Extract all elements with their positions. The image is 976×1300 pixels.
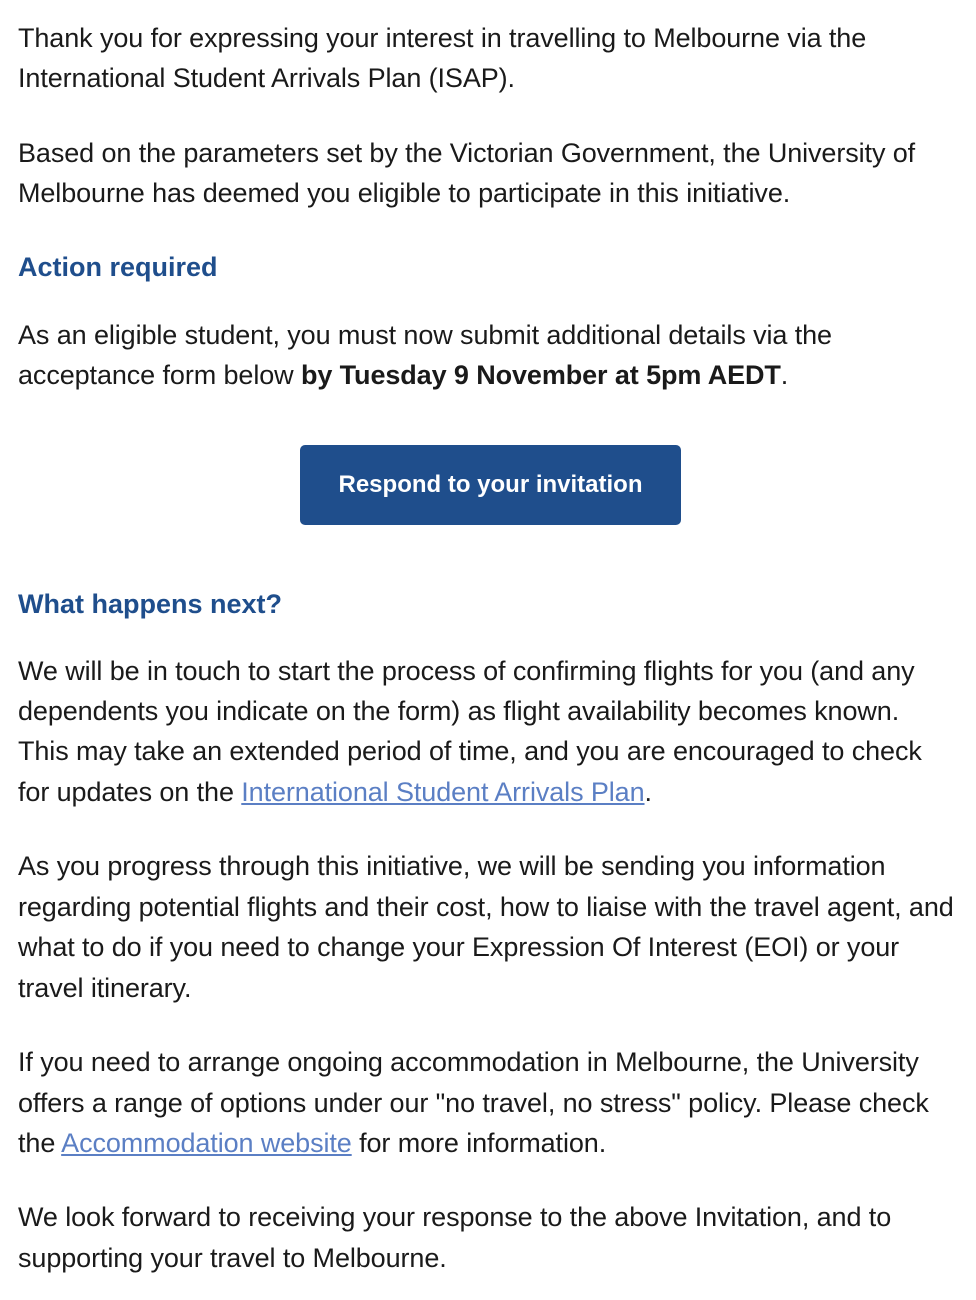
next-p3-line-3-suffix: for more information.	[351, 1128, 607, 1158]
next-p1-line-4-prefix: for updates on the	[18, 777, 242, 807]
action-required-heading: Action required	[18, 252, 218, 282]
next-p1-line-4-suffix: .	[644, 777, 652, 807]
accommodation-link[interactable]: Accommodation website	[61, 1128, 352, 1158]
next-p3-line-2: offers a range of options under our "no travel, no stress" policy. Please check	[18, 1088, 929, 1118]
respond-invitation-button[interactable]: Respond to your invitation	[300, 445, 681, 525]
closing-line-1: We look forward to receiving your response to the above Invitation, and to	[18, 1202, 892, 1232]
next-p3-line-1: If you need to arrange ongoing accommodation in Melbourne, the University	[18, 1047, 919, 1077]
what-happens-next-heading: What happens next?	[18, 589, 283, 619]
closing-line-2: supporting your travel to Melbourne.	[18, 1243, 447, 1273]
next-p2-line-3: what to do if you need to change your Expression Of Interest (EOI) or your	[18, 932, 900, 962]
eligibility-line-1: Based on the parameters set by the Victorian Government, the University of	[18, 138, 916, 168]
eligibility-line-2: Melbourne has deemed you eligible to participate in this initiative.	[18, 178, 791, 208]
next-p3-line-3-prefix: the	[18, 1128, 62, 1158]
next-p1-line-3: This may take an extended period of time, and you are encouraged to check	[18, 736, 922, 766]
action-line-2	[18, 355, 788, 395]
intro-line-2: International Student Arrivals Plan (ISAP).	[18, 63, 515, 93]
deadline-text: by Tuesday 9 November at 5pm AEDT	[300, 360, 781, 390]
action-line-1: As an eligible student, you must now submit additional details via the	[18, 320, 832, 350]
next-p1-line-4	[18, 772, 652, 812]
action-line-2-prefix: acceptance form below	[18, 360, 301, 390]
next-p1-line-1: We will be in touch to start the process of confirming flights for you (and any	[18, 656, 915, 686]
action-line-2-suffix: .	[780, 360, 789, 390]
next-p1-line-2: dependents you indicate on the form) as flight availability becomes known.	[18, 696, 900, 726]
next-p2-line-4: travel itinerary.	[18, 973, 192, 1003]
next-p2-line-2: regarding potential flights and their cost, how to liaise with the travel agent, and	[18, 892, 954, 922]
intro-line-1: Thank you for expressing your interest in travelling to Melbourne via the	[18, 23, 867, 53]
isap-link[interactable]: International Student Arrivals Plan	[241, 777, 645, 807]
next-p2-line-1: As you progress through this initiative, we will be sending you information	[18, 851, 886, 881]
next-p3-line-3	[18, 1123, 606, 1163]
